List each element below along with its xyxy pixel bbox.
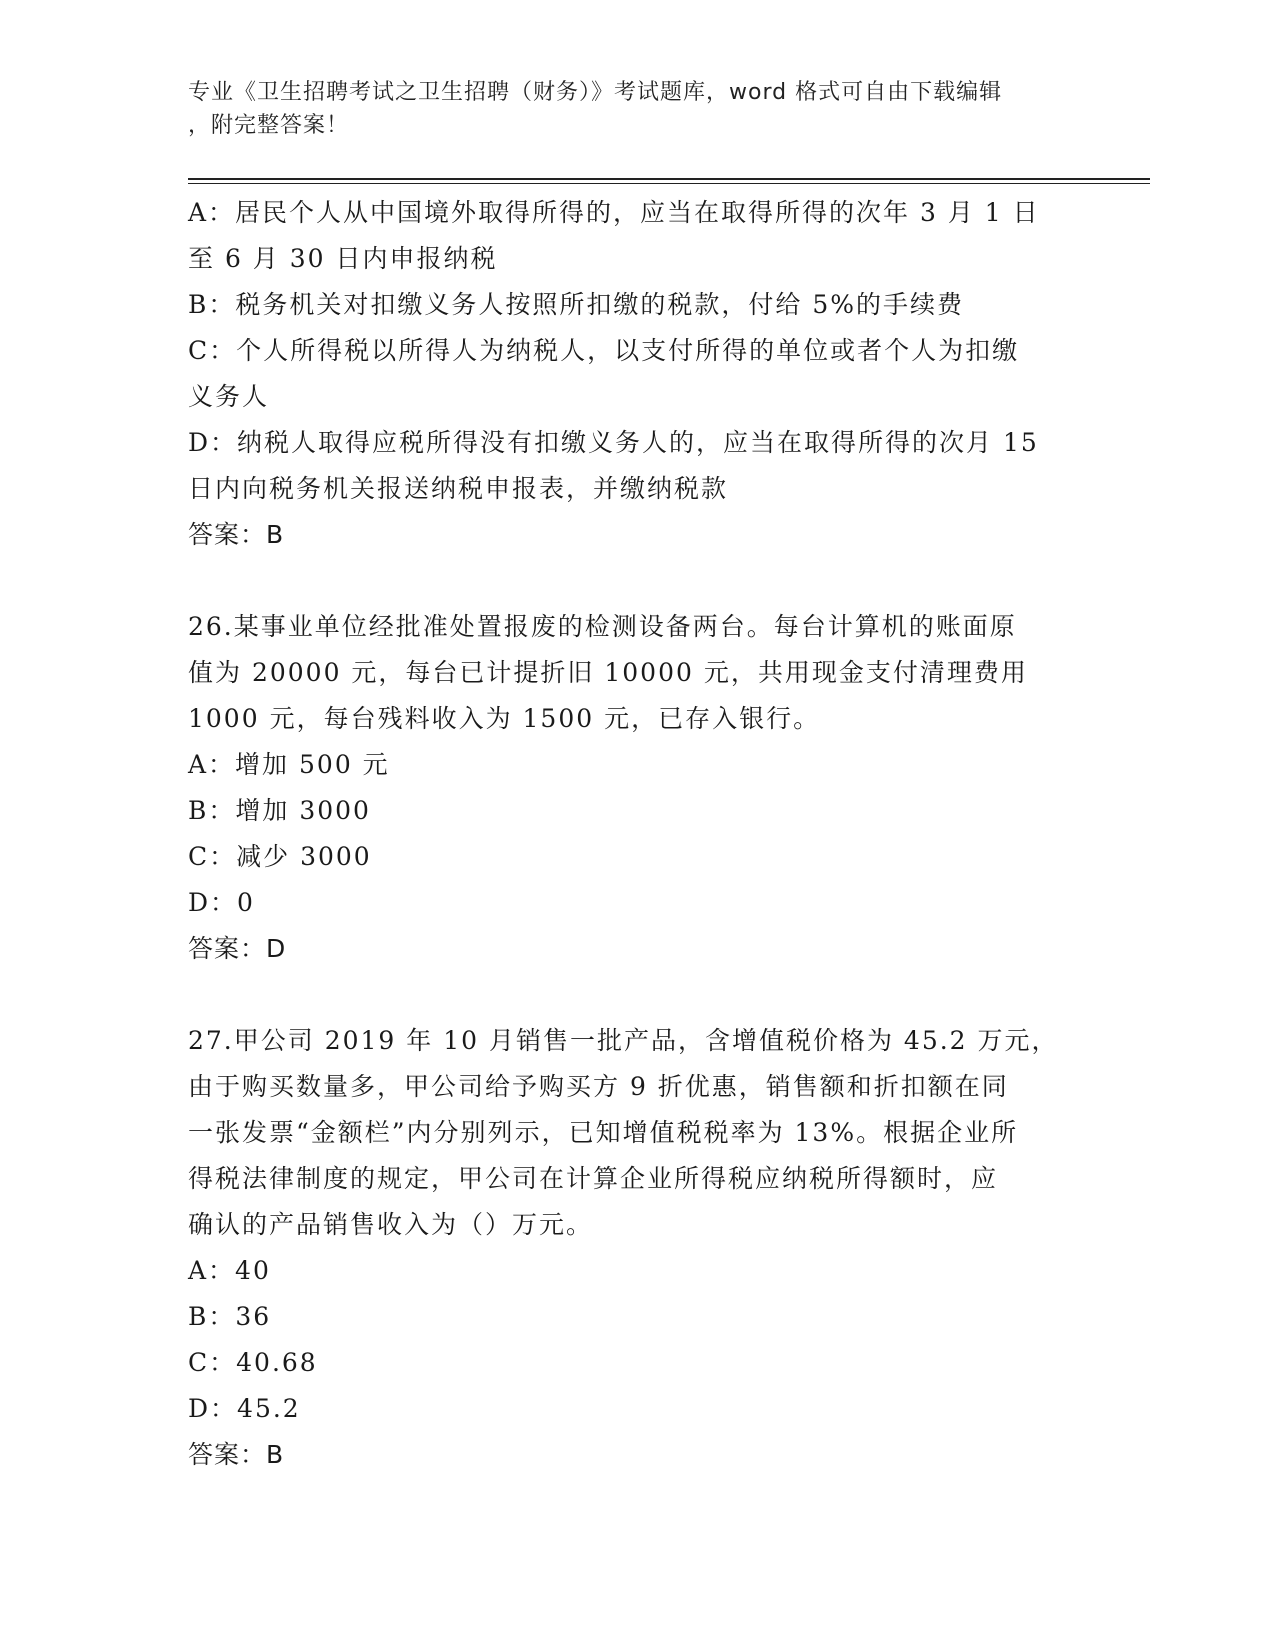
q25-option-a-line-1: A：居民个人从中国境外取得所得的，应当在取得所得的次年 3 月 1 日: [188, 198, 1040, 227]
header-line-1: 专业《卫生招聘考试之卫生招聘（财务）》考试题库，word 格式可自由下载编辑: [188, 80, 1003, 105]
q25-option-d-line-1: D：纳税人取得应税所得没有扣缴义务人的，应当在取得所得的次月 15: [188, 428, 1039, 457]
q27-stem-line-5: 确认的产品销售收入为（）万元。: [188, 1210, 594, 1239]
q27-option-b: B：36: [188, 1302, 272, 1331]
q25-option-b: B：税务机关对扣缴义务人按照所扣缴的税款，付给 5%的手续费: [188, 290, 964, 319]
q25-option-c-line-1: C：个人所得税以所得人为纳税人，以支付所得的单位或者个人为扣缴: [188, 336, 1020, 365]
q27-stem-line-1: 27.甲公司 2019 年 10 月销售一批产品，含增值税价格为 45.2 万元，: [188, 1026, 1059, 1055]
question-25: [188, 190, 1088, 558]
q27-option-a: A：40: [188, 1256, 271, 1285]
q27-option-d: D：45.2: [188, 1394, 301, 1423]
q27-stem-line-2: 由于购买数量多，甲公司给予购买方 9 折优惠，销售额和折扣额在同: [188, 1072, 1009, 1101]
q26-stem-line-2: 值为 20000 元，每台已计提折旧 10000 元，共用现金支付清理费用: [188, 658, 1028, 687]
header-rule-thick: [188, 178, 1150, 180]
header-rule-thin: [188, 183, 1150, 184]
q27-stem-line-3: 一张发票“金额栏”内分别列示，已知增值税税率为 13%。根据企业所: [188, 1118, 1019, 1147]
spacer: [188, 972, 1088, 1018]
spacer: [188, 558, 1088, 604]
q25-answer: 答案：B: [188, 520, 285, 549]
q26-option-a: A：增加 500 元: [188, 750, 390, 779]
document-header: [188, 76, 1068, 142]
q26-stem-line-1: 26.某事业单位经批准处置报废的检测设备两台。每台计算机的账面原: [188, 612, 1017, 641]
q26-option-d: D：0: [188, 888, 255, 917]
q26-answer: 答案：D: [188, 934, 287, 963]
q26-option-c: C：减少 3000: [188, 842, 372, 871]
question-26: [188, 604, 1088, 972]
header-line-2: ，附完整答案！: [188, 113, 350, 138]
q27-stem-line-4: 得税法律制度的规定，甲公司在计算企业所得税应纳税所得额时，应: [188, 1164, 999, 1193]
q27-answer: 答案：B: [188, 1440, 285, 1469]
q25-option-a-line-2: 至 6 月 30 日内申报纳税: [188, 244, 498, 273]
question-content: [188, 190, 1088, 1478]
q26-stem-line-3: 1000 元，每台残料收入为 1500 元，已存入银行。: [188, 704, 821, 733]
q26-option-b: B：增加 3000: [188, 796, 371, 825]
q27-option-c: C：40.68: [188, 1348, 318, 1377]
question-27: [188, 1018, 1088, 1478]
q25-option-c-line-2: 义务人: [188, 382, 270, 411]
q25-option-d-line-2: 日内向税务机关报送纳税申报表，并缴纳税款: [188, 474, 729, 503]
